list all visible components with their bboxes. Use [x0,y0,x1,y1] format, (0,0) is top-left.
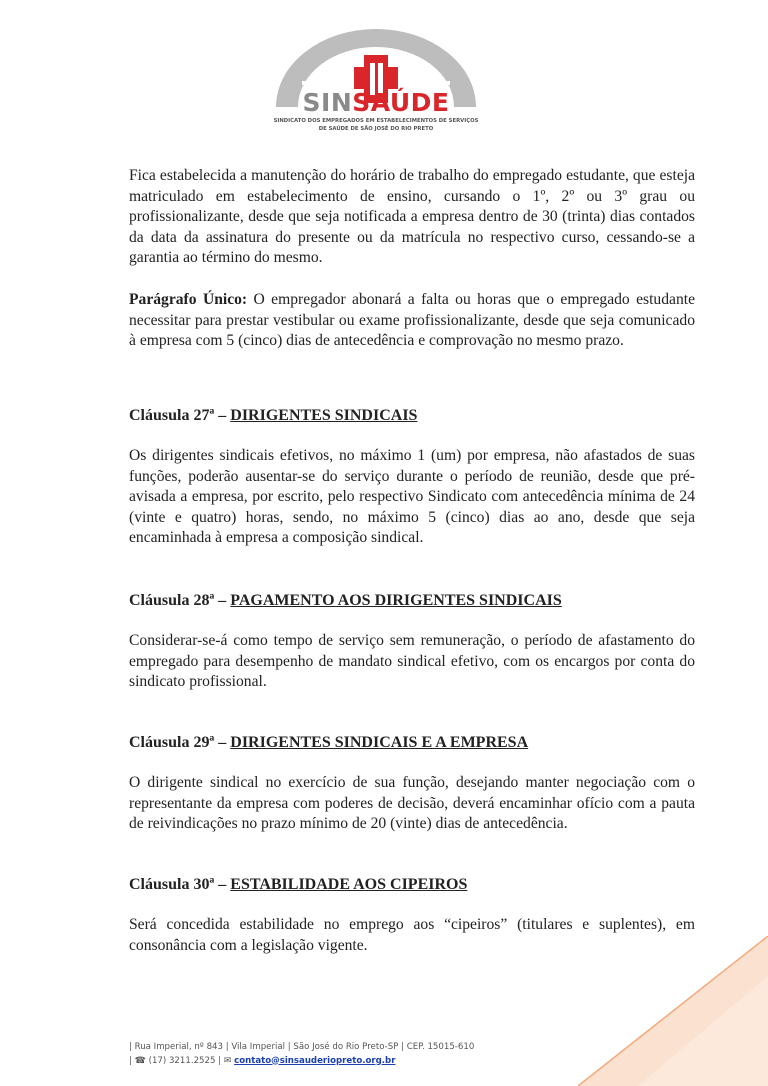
clause-label: Cláusula 29ª – [129,734,231,751]
decorative-corner [578,936,768,1086]
clause-28-text: Considerar-se-á como tempo de serviço sem remuneração, o período de afastamento do empregado para desempenho de mandato sindical efetivo, com os encargos por conta do sindicato profissional. [129,632,695,690]
logo-name-part1: SIN [302,88,353,117]
footer-phone: (17) 3211.2525 [148,1055,216,1066]
logo-subtitle-2: DE SAÚDE DE SÃO JOSÉ DO RIO PRETO [318,126,434,132]
clause-label: Cláusula 30ª – [129,876,231,893]
clause-title: PAGAMENTO AOS DIRIGENTES SINDICAIS [230,592,562,609]
email-link[interactable]: contato@sinsauderiopreto.org.br [234,1055,396,1066]
clause-30-text: Será concedida estabilidade no emprego aos “cipeiros” (titulares e suplentes), em consonância com a legislação vigente. [129,916,695,954]
clause-29-heading [129,733,695,753]
footer-address: | Rua Imperial, nº 843 | Vila Imperial | São José do Rio Preto-SP | CEP. 15015-610 [129,1042,475,1052]
paragraph-text: O empregador abonará a falta ou horas que o empregado estudante necessitar para prestar vestibular ou exame profissionalizante, desde que seja comunicado à empresa com 5 (cinco) dias de antecedência e comprovação no mesmo prazo. [129,291,695,349]
footer-contact: | ☎ (17) 3211.2525 | ✉ contato@sinsauderiopreto.org.br [129,1055,396,1066]
clause-30-heading [129,875,695,895]
clause-27-heading [129,406,695,426]
logo-subtitle-1: SINDICATO DOS EMPREGADOS EM ESTABELECIMENTOS DE SERVIÇOS [273,118,479,124]
envelope-icon: ✉ [223,1055,232,1066]
sinsaude-logo [258,25,494,137]
paragraph-single-paragraph [129,290,695,352]
logo-name-part2: SAÚDE [352,88,450,117]
clause-label: Cláusula 27ª – [129,407,231,424]
paragraph-student-hours: Fica estabelecida a manutenção do horário de trabalho do empregado estudante, que esteja matriculado em estabelecimento de ensino, cursando o 1º, 2º ou 3º grau ou profissionalizante, desde que seja notificada a empresa dentro de 30 (trinta) dias contados da data da assinatura do presente ou da matrícula no respectivo curso, cessando-se a garantia ao término do mesmo. [129,167,695,266]
footer [129,1041,549,1068]
clause-28-heading [129,591,695,611]
phone-icon: ☎ [134,1055,146,1066]
clause-27-text: Os dirigentes sindicais efetivos, no máximo 1 (um) por empresa, não afastados de suas funções, poderão ausentar-se do serviço durante o período de reunião, desde que pré-avisada a empresa, por escrito, pelo respectivo Sindicato com antecedência mínima de 24 (vinte e quatro) horas, sendo, no máximo 5 (cinco) dias ao ano, desde que seja encaminhada à empresa a composição sindical. [129,447,695,546]
paragraph-label: Parágrafo Único: [129,291,248,308]
clause-label: Cláusula 28ª – [129,592,231,609]
clause-title: DIRIGENTES SINDICAIS E A EMPRESA [230,734,529,751]
clause-title: ESTABILIDADE AOS CIPEIROS [230,876,468,893]
clause-title: DIRIGENTES SINDICAIS [230,407,418,424]
svg-text:SINSAÚDE [303,87,450,117]
clause-29-text: O dirigente sindical no exercício de sua função, desejando manter negociação com o representante da empresa com poderes de decisão, deverá encaminhar ofício com a pauta de reivindicações no prazo mínimo de 20 (vinte) dias de antecedência. [129,774,695,832]
